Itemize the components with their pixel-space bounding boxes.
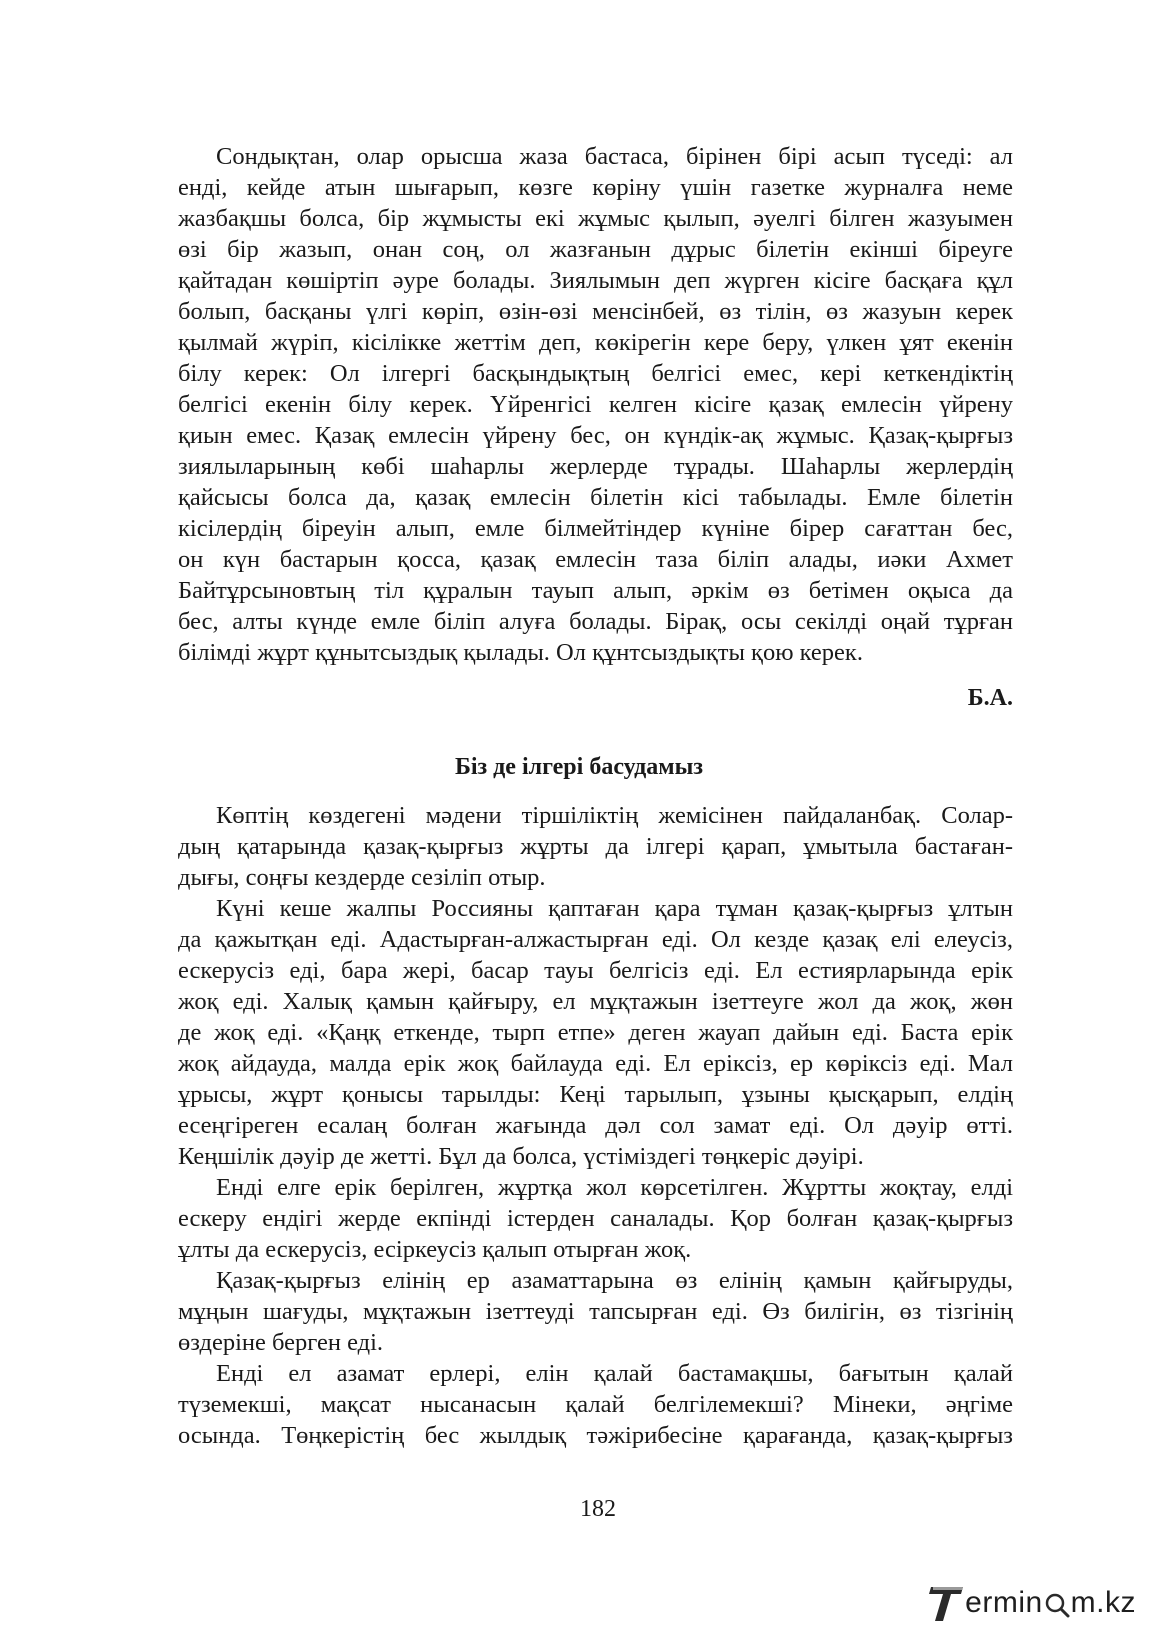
- paragraph-line: Енді ел азамат ерлері, елін қалай бастамақшы, бағытын қалай: [216, 1360, 1013, 1387]
- paragraph-line: жоқ айдауда, малда ерік жоқ байлауда еді. Ел еріксіз, ер көріксіз еді. Мал: [178, 1050, 1013, 1077]
- paragraph-line: Қазақ-қырғыз елінің ер азаматтарына өз елінің қамын қайғыруды,: [216, 1267, 1013, 1294]
- t-logo-icon: [929, 1583, 965, 1623]
- paragraph-line: есеңгіреген есалаң болған жағында дәл сол замат еді. Ол дәуір өтті.: [178, 1112, 1013, 1139]
- article-heading: Біз де ілгері басудамыз: [454, 754, 704, 780]
- paragraph-line: қайсысы болса да, қазақ емлесін білетін кісі табылады. Емле білетін: [178, 484, 1013, 511]
- paragraph-line: да қажытқан еді. Адастырған-алжастырған еді. Ол кезде қазақ елі елеусіз,: [178, 926, 1013, 953]
- paragraph-line: жазбақшы болса, бір жұмысты екі жұмыс қылып, әуелгі білген жазуымен: [178, 205, 1013, 232]
- paragraph-line: өздеріне берген еді.: [178, 1329, 384, 1356]
- paragraph-line: Сондықтан, олар орысша жаза бастаса, бірінен бірі асып түседі: ал: [216, 143, 1013, 170]
- paragraph-line: дың қатарында қазақ-қырғыз жұрты да ілгері қарап, ұмытыла бастаған-: [178, 833, 1013, 860]
- paragraph-line: қайтадан көшіртіп әуре болады. Зиялымын деп жүрген кісіге басқаға құл: [178, 267, 1013, 294]
- paragraph-line: Байтұрсыновтың тіл құралын тауып алып, әркім өз бетімен оқыса да: [178, 577, 1013, 604]
- paragraph-line: қиын емес. Қазақ емлесін үйрену бес, он күндік-ақ жұмыс. Қазақ-қырғыз: [178, 422, 1013, 449]
- paragraph-line: белгісі екенін білу керек. Үйренгісі келген кісіге қазақ емлесін үйрену: [178, 391, 1013, 418]
- paragraph-line: енді, кейде атын шығарып, көзге көріну үшін газетке журналға неме: [178, 174, 1013, 201]
- paragraph-line: он күн бастарын қосса, қазақ емлесін таза біліп алады, иәки Ахмет: [178, 546, 1013, 573]
- author-signature: Б.А.: [967, 685, 1013, 711]
- paragraph-line: түземекші, мақсат нысанасын қалай белгілемекші? Мінеки, әңгіме: [178, 1391, 1013, 1418]
- watermark-suffix: m.kz: [1070, 1586, 1136, 1619]
- paragraph-line: де жоқ еді. «Қаңқ еткенде, тырп етпе» деген жауап дайын еді. Баста ерік: [178, 1019, 1013, 1046]
- paragraph-line: ұлты да ескерусіз, есіркеусіз қалып отырған жоқ.: [178, 1236, 692, 1263]
- paragraph-line: білу керек: Ол ілгергі басқындықтың белгісі емес, кері кеткендіктің: [178, 360, 1013, 387]
- paragraph-line: қылмай жүріп, кісілікке жеттім деп, көкірегін кере беру, үлкен ұят екенін: [178, 329, 1013, 356]
- paragraph-line: кісілердің біреуін алып, емле білмейтіндер күніне бірер сағаттан бес,: [178, 515, 1013, 542]
- paragraph-line: Күні кеше жалпы Россияны қаптаған қара тұман қазақ-қырғыз ұлтын: [216, 895, 1013, 922]
- watermark-prefix: ermin: [965, 1586, 1043, 1619]
- paragraph-line: ұрысы, жұрт қонысы тарылды: Кеңі тарылып, ұзыны қысқарып, елдің: [178, 1081, 1013, 1108]
- paragraph-line: өзі бір жазып, онан соң, ол жазғанын дұрыс білетін екінші біреуге: [178, 236, 1013, 263]
- page-number: 182: [580, 1496, 616, 1522]
- paragraph-line: осында. Төңкерістің бес жылдық тәжірибесіне қарағанда, қазақ-қырғыз: [178, 1422, 1013, 1449]
- paragraph-line: Кеңшілік дәуір де жетті. Бұл да болса, үстіміздегі төңкеріс дәуірі.: [178, 1143, 864, 1170]
- paragraph-line: дығы, соңғы кездерде сезіліп отыр.: [178, 864, 546, 891]
- paragraph-line: ескерусіз еді, бара жері, басар тауы белгісіз еді. Ел естиярларында ерік: [178, 957, 1013, 984]
- paragraph-line: мұңын шағуды, мұқтажын ізеттеуді тапсырған еді. Өз билігін, өз тізгінің: [178, 1298, 1013, 1325]
- paragraph-line: ескеру ендігі жерде екпінді істерден саналады. Қор болған қазақ-қырғыз: [178, 1205, 1013, 1232]
- paragraph-line: Көптің көздегені мәдени тіршіліктің жемісінен пайдаланбақ. Солар-: [216, 802, 1013, 829]
- magnifier-icon: [1044, 1588, 1070, 1618]
- paragraph-line: зиялыларының көбі шаһарлы жерлерде тұрады. Шаһарлы жерлердің: [178, 453, 1013, 480]
- paragraph-line: болып, басқаны үлгі көріп, өзін-өзі менсінбей, өз тілін, өз жазуын керек: [178, 298, 1013, 325]
- paragraph-line: Енді елге ерік берілген, жұртқа жол көрсетілген. Жұртты жоқтау, елді: [216, 1174, 1013, 1201]
- paragraph-line: жоқ еді. Халық қамын қайғыру, ел мұқтажын ізеттеуге жол да жоқ, жөн: [178, 988, 1013, 1015]
- paragraph-line: бес, алты күнде емле біліп алуға болады. Бірақ, осы секілді оңай тұрған: [178, 608, 1013, 635]
- termincom-watermark: [929, 1583, 1136, 1623]
- paragraph-line: білімді жұрт құнытсыздық қылады. Ол құнтсыздықты қою керек.: [178, 639, 863, 666]
